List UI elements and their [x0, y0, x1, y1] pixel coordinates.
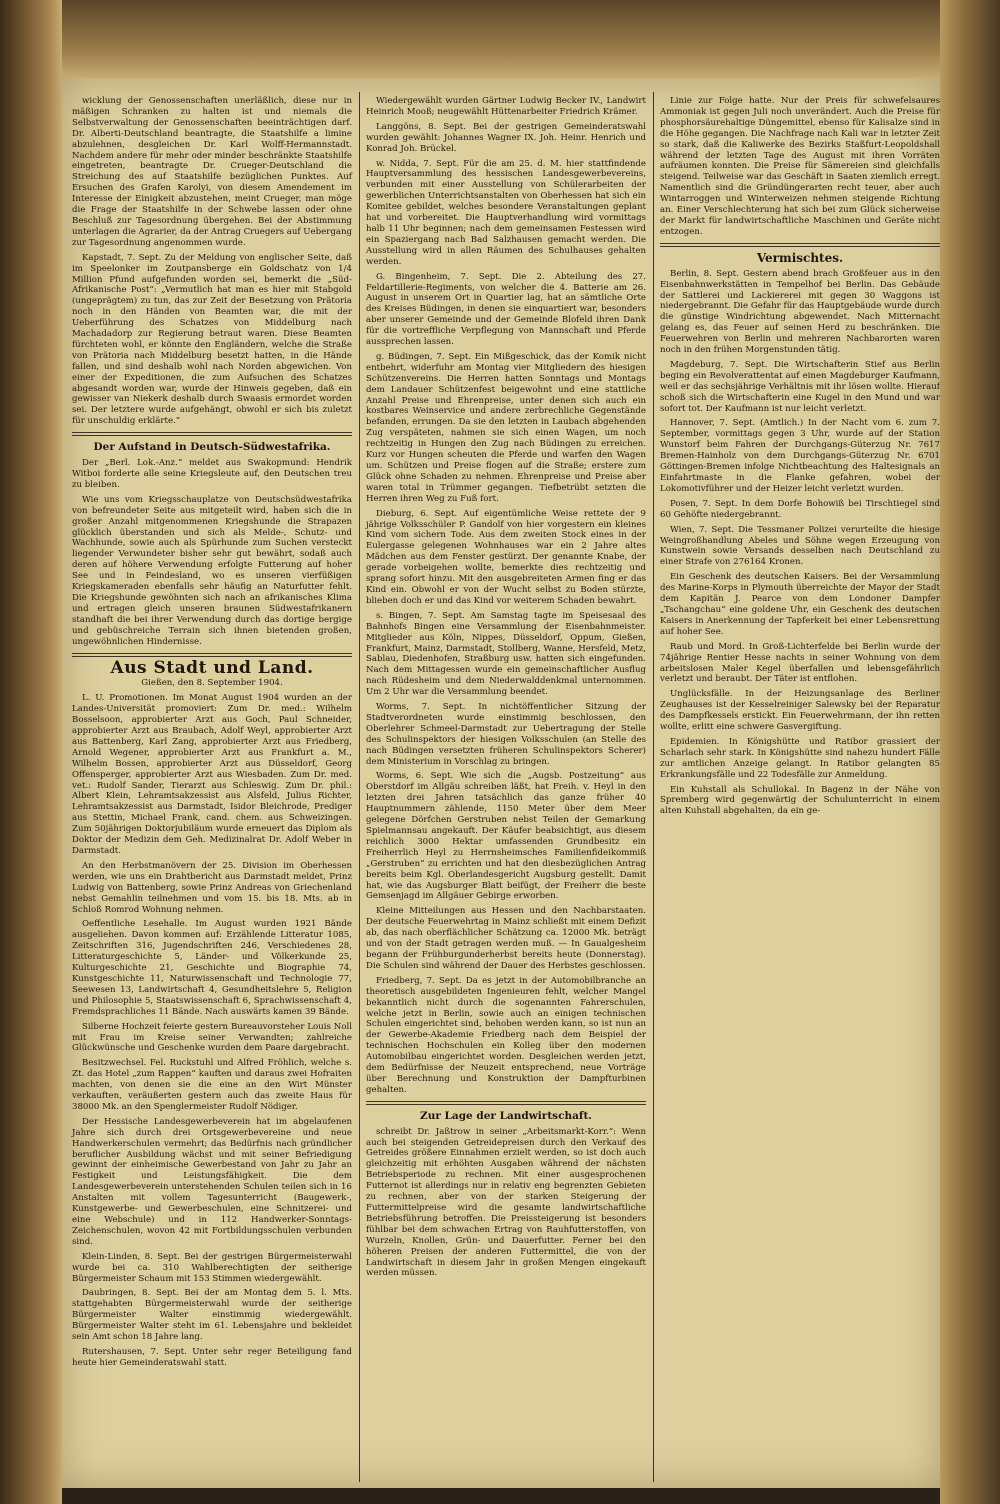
column-3	[660, 96, 940, 821]
article-landwirtschaft-cont: Linie zur Folge hatte. Nur der Preis für schwefelsaures Ammoniak ist gegen Juli noch unverändert. Auch die Preise für phosphorsäurehaltige Düngemittel, ebenso für Kalisalze sind in die Höhe gegangen. Die Nachfrage nach Kali war in letzter Zeit so stark, daß die Kaliwerke des Bezirks Staßfurt-Leopoldshall während der letzten Tage des August mit ihren Vorräten aufräumen konnten. Die Preise für Sämereien sind gleichfalls steigend. Teilweise war das Geschäft in Saaten ziemlich erregt. Namentlich sind die Gründüngerarten recht teuer, aber auch Wintarroggen und Winterweizen nehmen steigende Richtung an. Einer Verschlechterung hat sich bei zum Glück sicherweise der Markt für landwirtschaftliche Maschinen und Geräte nicht entzogen.	[660, 96, 940, 237]
column-rule	[653, 92, 654, 1482]
article-lesehalle: Oeffentliche Lesehalle. Im August wurden 1921 Bände ausgeliehen. Davon kommen auf: Erzählende Litteratur 1085, Zeitschriften 316, Jugendschriften 246, Verschiedenes 28, Litteraturgeschichte 5, Länder- und Völkerkunde 25, Kulturgeschichte 21, Geschichte und Biographie 74, Kunstgeschichte 11, Naturwissenschaft und Technologie 77, Seewesen 13, Landwirtschaft 4, Gesundheitslehre 5, Religion und Philosophie 5, Staatswissenschaft 6, Sprachwissenschaft 4, Fremdsprachliches 11 Bände. Nach auswärts kamen 39 Bände.	[72, 919, 352, 1017]
article-herbstmanoever: An den Herbstmanövern der 25. Division im Oberhessen werden, wie uns ein Drahtbericht aus Darmstadt meldet, Prinz Ludwig von Battenberg, sowie Prinz Andreas von Griechenland nebst Gemahlin teilnehmen und vom 15. bis 18. Mts. ab in Schloß Romrod Wohnung nehmen.	[72, 860, 352, 915]
article-ungluecksfaelle: Unglücksfälle. In der Heizungsanlage des Berliner Zeughauses ist der Kesselreiniger Salewsky bei der Reparatur des Dampfkessels erstickt. Ein Feuerwehrmann, der ihn retten wollte, erlitt eine schwere Gasvergiftung.	[660, 689, 940, 733]
article-genossenschaften: wicklung der Genossenschaften unerläßlich, diese nur in mäßigen Schranken zu halten ist und niemals die Selbstverwaltung der Genossenschaften beeinträchtigen darf. Dr. Alberti-Deutschland beantragte, die Staatshilfe a limine abzulehnen, desgleichen Dr. Karl Wolff-Hermannstadt. Nachdem andere für mehr oder minder beschränkte Staatshilfe eingetreten, beantragte Dr. Crueger-Deutschland die Streichung des auf Staatshilfe bezüglichen Punktes. Auf Ersuchen des Grafen Karolyi, von diesem Amendement im Interesse der Einigkeit abzustehen, meint Crueger, man möge die Frage der Staatshilfe in der Schwebe lassen oder ohne Beschluß zur Tagesordnung übergehen. Bei der Abstimmung unterlagen die Agrarier, da der Antrag Cruegers auf Uebergang zur Tagesordnung angenommen wurde.	[72, 96, 352, 248]
article-posen: Posen, 7. Sept. In dem Dorfe Bohowiß bei Tirschtiegel sind 60 Gehöfte niedergebrannt.	[660, 498, 940, 520]
section-divider	[366, 1101, 646, 1105]
article-witboi: Der „Berl. Lok.-Anz.“ meldet aus Swakopmund: Hendrik Witboi forderte alle seine Kriegsleute auf, den Deutschen treu zu bleiben.	[72, 458, 352, 490]
article-raub-mord: Raub und Mord. In Groß-Lichterfelde bei Berlin wurde der 74jährige Rentier Hesse nachts in seiner Wohnung von dem arbeitslosen Maler Kegel überfallen und lebensgefährlich verletzt und beraubt. Der Täter ist entflohen.	[660, 641, 940, 685]
section-divider	[660, 243, 940, 247]
article-daubringen: Daubringen, 8. Sept. Bei der am Montag dem 5. l. Mts. stattgehabten Bürgermeisterwahl wurde der seitherige Bürgermeister Walter einstimmig wiedergewählt. Bürgermeister Walter steht im 61. Lebensjahre und bekleidet sein Amt schon 18 Jahre lang.	[72, 1288, 352, 1343]
article-bingen: s. Bingen, 7. Sept. Am Samstag tagte im Speisesaal des Bahnhofs Bingen eine Versammlung der Eisenbahnmeister. Mitglieder aus Köln, Nippes, Düsseldorf, Oppum, Gießen, Frankfurt, Mainz, Darmstadt, Stollberg, Wanne, Hersfeld, Metz, Sablau, Diedenhofen, Straßburg usw. hatten sich eingefunden. Nach dem Mittagessen wurde ein gemeinschaftlicher Ausflug nach Rüdesheim und dem Niederwalddenkmal unternommen. Um 2 Uhr war die Versammlung beendet.	[366, 610, 646, 698]
article-buedingen: g. Büdingen, 7. Sept. Ein Mißgeschick, das der Komik nicht entbehrt, widerfuhr am Montag vier Mitgliedern des hiesigen Schützenvereins. Die Herren hatten Sonntags und Montags dem Landauer Schützenfest beigewohnt und eine stattliche Anzahl Preise und Ehrenpreise, unter denen sich auch ein kostbares Weinservice und andere zerbrechliche Gegenstände befanden, errungen. Da sie den letzten in Laubach abgehenden Zug verspäteten, nahmen sie sich einen Wagen, um noch rechtzeitig in Hungen den Zug nach Büdingen zu erreichen. Kurz vor Hungen scheuten die Pferde und warfen den Wagen um. Schützen und Preise flogen auf die Straße; erstere zum Glück ohne Schaden zu nehmen. Ehrenpreise und Preise aber waren total in Trümmer gegangen. Tiefbetrübt setzten die Herren ihren Weg zu Fuß fort.	[366, 351, 646, 504]
article-berlin: Berlin, 8. Sept. Gestern abend brach Großfeuer aus in den Eisenbahnwerkstätten in Tempelhof bei Berlin. Das Gebäude der Sattlerei und Lackiererei mit gegen 30 Waggons ist niedergebrannt. Die Gefahr für das Hauptgebäude wurde durch die günstige Windrichtung abgewendet. Nach Mitternacht gelang es, das Feuer auf seinen Herd zu beschränken. Die Feuerwehren von Berlin und mehreren Nachbarorten waren noch in den frühen Morgenstunden tätig.	[660, 268, 940, 356]
column-rule	[359, 92, 360, 1482]
article-bingenheim: G. Bingenheim, 7. Sept. Die 2. Abteilung des 27. Feldartillerie-Regiments, von welcher die 4. Batterie am 26. August in unserem Ort in Quartier lag, hat an sämtliche Orte des Kreises Büdingen, in denen sie einquartiert war, besonders aber unserer Gemeinde und der Gemeinde Blofeld ihren Dank für die vortreffliche Verpflegung von Mannschaft und Pferde aussprechen lassen.	[366, 271, 646, 348]
section-divider	[72, 653, 352, 657]
article-epidemien: Epidemien. In Königshütte und Ratibor grassiert der Scharlach sehr stark. In Königshütte sind nahezu hundert Fälle zur amtlichen Anzeige gelangt. In Ratibor gelangten 85 Erkrankungsfälle und 22 Todesfälle zur Anmeldung.	[660, 736, 940, 780]
article-langgoens: Langgöns, 8. Sept. Bei der gestrigen Gemeinderatswahl wurden gewählt: Johannes Wagner IX. Joh. Heinr. Henrich und Konrad Joh. Brückel.	[366, 121, 646, 154]
article-worms-2: Worms, 6. Sept. Wie sich die „Augsb. Postzeitung“ aus Oberstdorf im Allgäu schreiben läßt, hat Freih. v. Heyl in den letzten drei Jahren tatsächlich das ganze früher 40 Hauptnummern zählende, 1150 Meter über dem Meer gelegene Dörfchen Gerstruben nebst Teilen der Gemarkung Spielmannsau angekauft. Der Käufer beabsichtigt, aus diesem reichlich 3000 Hektar umfassenden Grundbesitz ein Freiherrlich Heyl zu Herrnsheimsches Familienfideikommiß „Gerstruben“ zu errichten und hat den diesbezüglichen Antrag bereits beim Kgl. Oberlandesgericht Augsburg gestellt. Damit hat, wie das Augsburger Blatt beifügt, der Freiherr die beste Gemsenjagd im Allgäuer Gebirge erworben.	[366, 771, 646, 902]
heading-landwirtschaft: Zur Lage der Landwirtschaft.	[420, 1109, 592, 1122]
section-divider	[72, 432, 352, 436]
column-1	[72, 96, 352, 1373]
article-kuhstall: Ein Kuhstall als Schullokal. In Bagenz in der Nähe von Spremberg wird gegenwärtig der Schulunterricht in einem alten Kuhstall abgehalten, da ein ge-	[660, 784, 940, 817]
article-kriegshunde: Wie uns vom Kriegsschauplatze von Deutschsüdwestafrika von befreundeter Seite aus mitgeteilt wird, haben sich die in großer Anzahl mitgenommenen Kriegshunde die Strapazen glücklich überstanden und sich als Melde-, Schutz- und Wachhunde, sowie auch als Spürhunde zum Suchen versteckt liegender Verwundeter bisher sehr gut bewährt, sodaß auch deren auf höhere Verwendung erfolgte Futterung auf hoher See und in Feindesland, wo es unseren vierfüßigen Kriegskameraden ebenfalls sehr häufig an Naturfutter fehlt. Die Kriegshunde gewöhnten sich nach an afrikanisches Klima und ertragen gleich unseren braunen Südwestafrikanern standhaft die bei ihrer Verwendung durch das dortige bergige und gebüschreiche Terrain sich ihnen bietenden großen, ungewöhnlichen Hindernisse.	[72, 494, 352, 647]
article-kleine-mitteilungen: Kleine Mitteilungen aus Hessen und den Nachbarstaaten. Der deutsche Feuerwehrtag in Mainz schließt mit einem Defizit ab, das nach oberflächlicher Schätzung ca. 12000 Mk. beträgt und von der Stadt getragen werden muß. — In Gaualgesheim begann der Frühburgunderherbst bereits heute (Donnerstag). Die Schulen sind während der Dauer des Herbstes geschlossen.	[366, 906, 646, 971]
book-spine	[0, 0, 62, 1504]
heading-vermischtes: Vermischtes.	[756, 250, 844, 265]
page-right-edge	[940, 0, 1000, 1504]
dateline: Gießen, den 8. September 1904.	[141, 678, 283, 689]
article-hannover: Hannover, 7. Sept. (Amtlich.) In der Nacht vom 6. zum 7. September, vormittags gegen 3 Uhr, wurde auf der Station Wunstorf beim Fahren der Durchgangs-Güterzug Nr. 7617 Bremen-Hainholz von dem Durchgangs-Güterzug Nr. 6701 Göttingen-Bremen infolge Nichtbeachtung des Haltesignals an Einfahrtmaste in die Flanke gefahren, wobei der Lokomotivführer und der Heizer leicht verletzt wurden.	[660, 418, 940, 494]
article-friedberg: Friedberg, 7. Sept. Da es jetzt in der Automobilbranche an theoretisch ausgebildeten Ingenieuren fehlt, welcher Mangel bekanntlich nicht durch die sogenannten Fahrerschulen, welche jetzt in Berlin, sowie auch an einigen technischen Schulen eingerichtet sind, behoben werden kann, so ist nun an der Gewerbe-Akademie Friedberg nach dem Beispiel der technischen Hochschulen ein Kolleg über den modernen Automobilbau eingerichtet worden. Desgleichen werden jetzt, dem Bedürfnisse der Neuzeit entsprechend, neue Vorträge über Berechnung und Konstruktion der Dampfturbinen gehalten.	[366, 975, 646, 1095]
article-besitzwechsel: Besitzwechsel. Fel. Ruckstuhl und Alfred Fröhlich, welche s. Zt. das Hotel „zum Rappen“ kauften und daraus zwei Hofraiten machten, von denen sie die eine an den Wirt Münster verkauften, veräußerten gestern auch das zweite Haus für 38000 Mk. an den Spenglermeister Rudolf Nödiger.	[72, 1058, 352, 1112]
article-promotionen: L. U. Promotionen. Im Monat August 1904 wurden an der Landes-Universität promoviert: Zum Dr. med.: Wilhelm Bosselsoon, approbierter Arzt aus Goch, Paul Schneider, approbierter Arzt aus Braubach, Adolf Weyl, approbierter Arzt aus Battenberg, Karl Zang, approbierter Arzt aus Friedberg, Arnold Wegener, approbierter Arzt aus Frankfurt a. M., Wilhelm Bossen, approbierter Arzt aus Düsseldorf, Georg Offensperger, approbierter Arzt aus Wiesbaden. Zum Dr. med. vet.: Rudolf Sander, Tierarzt aus Schleswig. Zum Dr. phil.: Albert Klein, Lehramtsakzessist aus Alsfeld, Julius Richter, Lehramtsakzessist aus Darmstadt, Isidor Bleichrode, Prediger aus Stettin, Michael Frank, cand. chem. aus Schweizingen. Zum 50jährigen Doktorjubiläum wurde erneuert das Diplom als Doktor der Medizin dem Geh. Medizinalrat Dr. Adolf Weber in Darmstadt.	[72, 693, 352, 856]
article-landwirtschaft: schreibt Dr. Jaßtrow in seiner „Arbeitsmarkt-Korr.“: Wenn auch bei steigenden Getreidepreisen durch den Verkauf des Getreides größere Einnahmen erzielt werden, so ist doch auch gleichzeitig mit erhöhten Ausgaben während der nächsten Betriebsperiode zu rechnen. Mit einer ausgesprochenen Futternot ist allerdings nur in relativ eng begrenzten Gebieten zu rechnen, aber von der starken Steigerung der Futtermittelpreise wird die gesamte landwirtschaftliche Betriebsführung betroffen. Die Preissteigerung ist besonders fühlbar bei dem schwachen Ertrag von Rauhfutterstoffen, von Wurzeln, Knollen, Grün- und Dauerfutter. Ferner bei den höheren Preisen der anderen Futtermittel, die von der Landwirtschaft in diesem Jahr in großen Mengen eingekauft werden müssen.	[366, 1126, 646, 1279]
article-worms-1: Worms, 7. Sept. In nichtöffentlicher Sitzung der Stadtverordneten wurde einstimmig beschlossen, den Oberlehrer Schmeel-Darmstadt zur Uebertragung der Stelle des Schulinspektors der hiesigen Volksschulen (an Stelle des nach Büdingen versetzten früheren Schulinspektors Scherer) dem Ministerium in Vorschlag zu bringen.	[366, 702, 646, 767]
article-kapstadt: Kapstadt, 7. Sept. Zu der Meldung von englischer Seite, daß im Speelonker im Zoutpansberge ein Goldschatz von 1/4 Million Pfund aufgefunden worden sei, bemerkt die „Süd-Afrikanische Post“: „Vermutlich hat man es hier mit Stabgold (ungeprägtem) zu tun, das zur Zeit der Besetzung von Prätoria noch in den Händen von Beamten war, die mit der Ueberführung des Schatzes von Middelburg nach Machadadorp zur Regierung betraut waren. Diese Beamten fürchteten wohl, er könnte den Engländern, welche die Straße von Prätoria nach Middelburg besetzt hatten, in die Hände fallen, und sind deshalb wohl nach Norden abgewichen. Von einer der Expeditionen, die zum Aufsuchen des Schatzes abgesandt worden war, wurde der Hinweis gegeben, daß ein gewisser van Niekerk deshalb durch Swaasis ermordet worden sei. Der letztere wurde aufgehängt, obwohl er sich bis zuletzt für unschuldig erklärte.“	[72, 252, 352, 427]
article-landesgewerbeverein: Der Hessische Landesgewerbeverein hat im abgelaufenen Jahre sich durch drei Ortsgewerbevereine und neue Handwerkerschulen vermehrt; das Bedürfnis nach gründlicher beruflicher Ausbildung wächst und mit seiner Befriedigung gewinnt der einheimische Gewerbestand von Jahr zu Jahr an Festigkeit und Leistungsfähigkeit. Die dem Landesgewerbeverein unterstehenden Schulen teilen sich in 16 Anstalten mit vollem Tagesunterricht (Baugewerk-, Kunstgewerbe- und Gewerbeschulen, eine Schnitzerei- und eine Webschule) und in 112 Handwerker-Sonntags-Zeichenschulen, wovon 42 mit Fortbildungsschulen verbunden sind.	[72, 1116, 352, 1247]
article-wiedergewaehlt: Wiedergewählt wurden Gärtner Ludwig Becker IV., Landwirt Heinrich Mooß; neugewählt Hüttenarbeiter Friedrich Krämer.	[366, 96, 646, 117]
article-rutershausen: Rutershausen, 7. Sept. Unter sehr reger Beteiligung fand heute hier Gemeinderatswahl statt.	[72, 1346, 352, 1368]
article-klein-linden: Klein-Linden, 8. Sept. Bei der gestrigen Bürgermeisterwahl wurde bei ca. 310 Wahlberechtigten der seitherige Bürgermeister Schaum mit 153 Stimmen wiedergewählt.	[72, 1251, 352, 1284]
column-2	[366, 96, 646, 1283]
article-nidda: w. Nidda, 7. Sept. Für die am 25. d. M. hier stattfindende Hauptversammlung des hessischen Landesgewerbevereins, verbunden mit einer Ausstellung von Schülerarbeiten der gewerblichen Unterrichtsanstalten von Oberhessen hat sich ein Komitee gebildet, welches besondere Veranstaltungen geplant hat und vorbereitet. Die Hauptverhandlung wird vormittags halb 11 Uhr beginnen; nach dem gemeinsamen Festessen wird ein Spaziergang nach Bad Salzhausen gemacht werden. Die Ausstellung wird in allen Räumen des Schulhauses gehalten werden.	[366, 158, 646, 267]
page-top-edge	[62, 0, 940, 78]
article-silberne-hochzeit: Silberne Hochzeit feierte gestern Bureauvorsteher Louis Noll mit Frau im Kreise seiner Verwandten; zahlreiche Glückwünsche und Geschenke wurden dem Paare dargebracht.	[72, 1021, 352, 1054]
newspaper-page	[62, 78, 940, 1488]
article-dieburg: Dieburg, 6. Sept. Auf eigentümliche Weise rettete der 9 jährige Volksschüler P. Gandolf von hier vorgestern ein kleines Kind vom sichern Tode. Aus dem zweiten Stock eines in der Eulergasse gelegenen Wohnhauses war ein 2 Jahre altes Mädchen aus dem Fenster gestürzt. Der genannte Knabe, der gerade vorbeigehen wollte, bemerkte dies rechtzeitig und sprang sofort hinzu. Mit den ausgebreiteten Armen fing er das Kind ein. Obwohl er von der Wucht selbst zu Boden stürzte, blieben doch er und das Kind vor weiterem Schaden bewahrt.	[366, 508, 646, 606]
article-magdeburg: Magdeburg, 7. Sept. Die Wirtschafterin Stief aus Berlin beging ein Revolverattentat auf einen Magdeburger Kaufmann, weil er das sechsjährige Verhältnis mit ihr lösen wollte. Hierauf schoß sich die Wirtschafterin eine Kugel in den Mund und war sofort tot. Der Kaufmann ist nur leicht verletzt.	[660, 359, 940, 414]
heading-aufstand: Der Aufstand in Deutsch-Südwestafrika.	[93, 441, 331, 454]
article-geschenk-kaiser: Ein Geschenk des deutschen Kaisers. Bei der Versammlung des Marine-Korps in Plymouth überreichte der Mayor der Stadt dem Kapitän J. Pearce von dem Londoner Dampfer „Tschangchau“ eine goldene Uhr, ein Geschenk des deutschen Kaisers in Anerkennung der Tapferkeit bei einer Lebensrettung auf hoher See.	[660, 572, 940, 637]
heading-stadt-und-land: Aus Stadt und Land.	[110, 657, 314, 678]
article-wien: Wien, 7. Sept. Die Tessmaner Polizei verurteilte die hiesige Weingroßhandlung Abeles und Söhne wegen Erzeugung von Kunstwein sowie Versands desselben nach Deutschland zu einer Strafe von 276164 Kronen.	[660, 524, 940, 568]
